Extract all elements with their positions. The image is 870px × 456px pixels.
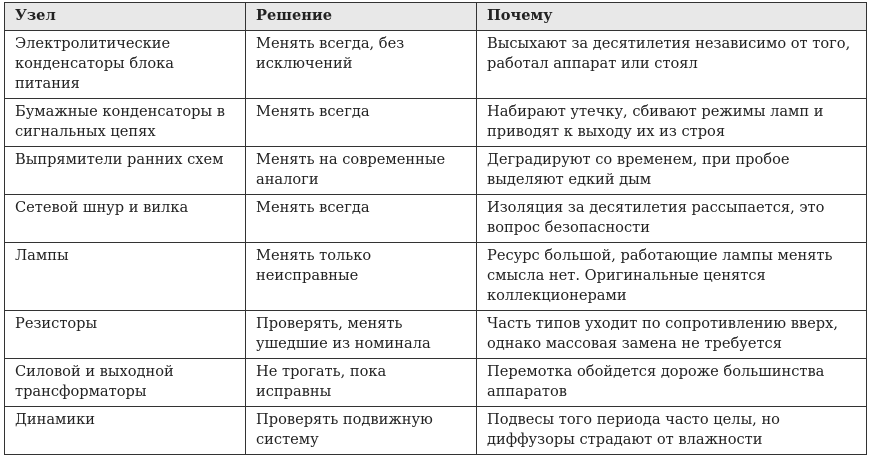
table-row	[5, 31, 867, 99]
repair-table-container	[4, 2, 866, 455]
cell-decision: Проверять, менять ушедшие из номинала	[246, 311, 477, 359]
repair-decision-table	[4, 2, 867, 455]
cell-reason: Перемотка обойдется дороже большинства аппаратов	[477, 359, 867, 407]
cell-node: Силовой и выходной трансформаторы	[5, 359, 246, 407]
cell-reason: Высыхают за десятилетия независимо от того, работал аппарат или стоял	[477, 31, 867, 99]
cell-node: Сетевой шнур и вилка	[5, 195, 246, 243]
table-row	[5, 243, 867, 311]
cell-decision: Не трогать, пока исправны	[246, 359, 477, 407]
table-row	[5, 407, 867, 455]
header-decision: Решение	[246, 3, 477, 31]
cell-node: Выпрямители ранних схем	[5, 147, 246, 195]
cell-decision: Менять всегда	[246, 99, 477, 147]
table-row	[5, 147, 867, 195]
cell-node: Лампы	[5, 243, 246, 311]
cell-reason: Изоляция за десятилетия рассыпается, это вопрос безопасности	[477, 195, 867, 243]
cell-reason: Набирают утечку, сбивают режимы ламп и приводят к выходу их из строя	[477, 99, 867, 147]
cell-reason: Подвесы того периода часто целы, но диффузоры страдают от влажности	[477, 407, 867, 455]
cell-node: Резисторы	[5, 311, 246, 359]
table-row	[5, 311, 867, 359]
table-row	[5, 99, 867, 147]
cell-node: Электролитические конденсаторы блока питания	[5, 31, 246, 99]
cell-decision: Менять всегда, без исключений	[246, 31, 477, 99]
cell-decision: Менять на современные аналоги	[246, 147, 477, 195]
table-header-row	[5, 3, 867, 31]
table-row	[5, 195, 867, 243]
cell-reason: Деградируют со временем, при пробое выделяют едкий дым	[477, 147, 867, 195]
table-row	[5, 359, 867, 407]
cell-node: Бумажные конденсаторы в сигнальных цепях	[5, 99, 246, 147]
header-reason: Почему	[477, 3, 867, 31]
header-node: Узел	[5, 3, 246, 31]
cell-reason: Ресурс большой, работающие лампы менять смысла нет. Оригинальные ценятся коллекционерами	[477, 243, 867, 311]
cell-decision: Менять только неисправные	[246, 243, 477, 311]
cell-decision: Менять всегда	[246, 195, 477, 243]
cell-node: Динамики	[5, 407, 246, 455]
cell-decision: Проверять подвижную систему	[246, 407, 477, 455]
cell-reason: Часть типов уходит по сопротивлению вверх, однако массовая замена не требуется	[477, 311, 867, 359]
